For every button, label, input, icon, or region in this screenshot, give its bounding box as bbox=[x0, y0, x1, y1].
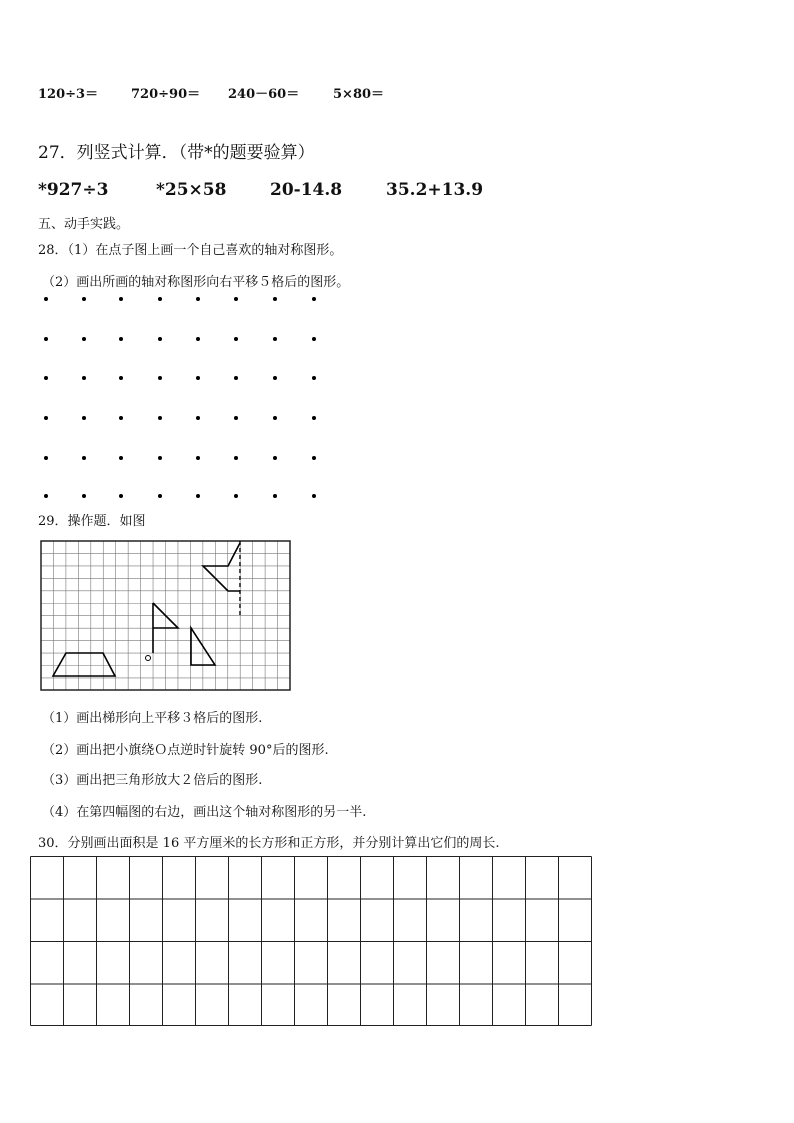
grid-dot bbox=[158, 337, 162, 341]
grid-dot bbox=[234, 494, 238, 498]
grid-dot bbox=[82, 376, 86, 380]
grid-dot bbox=[158, 416, 162, 420]
calc-item-4: 5×80＝ bbox=[333, 87, 385, 102]
grid-dot bbox=[273, 297, 277, 301]
grid-dot bbox=[312, 416, 316, 420]
q29-grid-figure bbox=[41, 541, 291, 691]
question-30-title: 30．分别画出面积是 16 平方厘米的长方形和正方形，并分别计算出它们的周长. bbox=[38, 836, 500, 851]
grid-dot bbox=[119, 416, 123, 420]
grid-dot bbox=[82, 456, 86, 460]
grid-dot bbox=[234, 297, 238, 301]
calc-item-1: 120÷3＝ bbox=[38, 87, 99, 102]
grid-dot bbox=[44, 376, 48, 380]
grid-dot bbox=[312, 297, 316, 301]
grid-dot bbox=[312, 337, 316, 341]
section-heading: 五、动手实践。 bbox=[38, 217, 130, 232]
question-29-title: 29．操作题．如图 bbox=[38, 514, 146, 529]
q29-task-3: （3）画出把三角形放大２倍后的图形. bbox=[42, 773, 263, 788]
grid-dot bbox=[273, 494, 277, 498]
grid-dot bbox=[82, 494, 86, 498]
grid-dot bbox=[234, 337, 238, 341]
q30-drawing-grid bbox=[30, 856, 592, 1026]
grid-dot bbox=[312, 494, 316, 498]
grid-dot bbox=[119, 337, 123, 341]
point-o-label bbox=[144, 650, 145, 651]
grid-dot bbox=[158, 297, 162, 301]
grid-dot bbox=[119, 297, 123, 301]
grid-dot bbox=[196, 337, 200, 341]
q27-item-3: 20-14.8 bbox=[270, 180, 343, 200]
question-28-part2: （2）画出所画的轴对称图形向右平移５格后的图形。 bbox=[42, 275, 350, 290]
grid-dot bbox=[196, 376, 200, 380]
trapezoid-shape bbox=[53, 653, 115, 676]
calc-item-3: 240－60＝ bbox=[228, 87, 300, 102]
grid-dot bbox=[158, 376, 162, 380]
grid-dot bbox=[273, 456, 277, 460]
question-27-title: 27．列竖式计算．（带*的题要验算） bbox=[38, 143, 315, 163]
grid-dot bbox=[273, 416, 277, 420]
q27-item-4: 35.2+13.9 bbox=[386, 180, 484, 200]
grid-dot bbox=[312, 456, 316, 460]
grid-dot bbox=[196, 297, 200, 301]
calc-item-2: 720÷90＝ bbox=[131, 87, 201, 102]
half-symmetric-shape bbox=[203, 543, 240, 591]
point-o-marker bbox=[146, 656, 151, 661]
question-28-part1: 28．（1）在点子图上画一个自己喜欢的轴对称图形。 bbox=[38, 243, 343, 258]
q27-item-2: *25×58 bbox=[156, 180, 227, 200]
q29-task-1: （1）画出梯形向上平移３格后的图形. bbox=[42, 711, 263, 726]
grid-dot bbox=[44, 416, 48, 420]
grid-dot bbox=[44, 337, 48, 341]
grid-dot bbox=[196, 416, 200, 420]
grid-dot bbox=[234, 376, 238, 380]
grid-dot bbox=[119, 456, 123, 460]
grid-dot bbox=[82, 337, 86, 341]
grid-dot bbox=[312, 376, 316, 380]
grid-dot bbox=[82, 297, 86, 301]
q29-task-2: （2）画出把小旗绕Ｏ点逆时针旋转 90°后的图形. bbox=[42, 743, 329, 758]
grid-dot bbox=[119, 376, 123, 380]
grid-dot bbox=[44, 297, 48, 301]
q29-task-4: （4）在第四幅图的右边，画出这个轴对称图形的另一半. bbox=[42, 805, 367, 820]
grid-dot bbox=[196, 456, 200, 460]
grid-dot bbox=[44, 456, 48, 460]
grid-dot bbox=[158, 456, 162, 460]
grid-dot bbox=[234, 456, 238, 460]
grid-dot bbox=[158, 494, 162, 498]
grid-dot bbox=[196, 494, 200, 498]
grid-dot bbox=[273, 376, 277, 380]
q27-item-1: *927÷3 bbox=[38, 180, 109, 200]
grid-dot bbox=[273, 337, 277, 341]
grid-dot bbox=[44, 494, 48, 498]
grid-dot bbox=[82, 416, 86, 420]
grid-dot bbox=[119, 494, 123, 498]
grid-dot bbox=[234, 416, 238, 420]
